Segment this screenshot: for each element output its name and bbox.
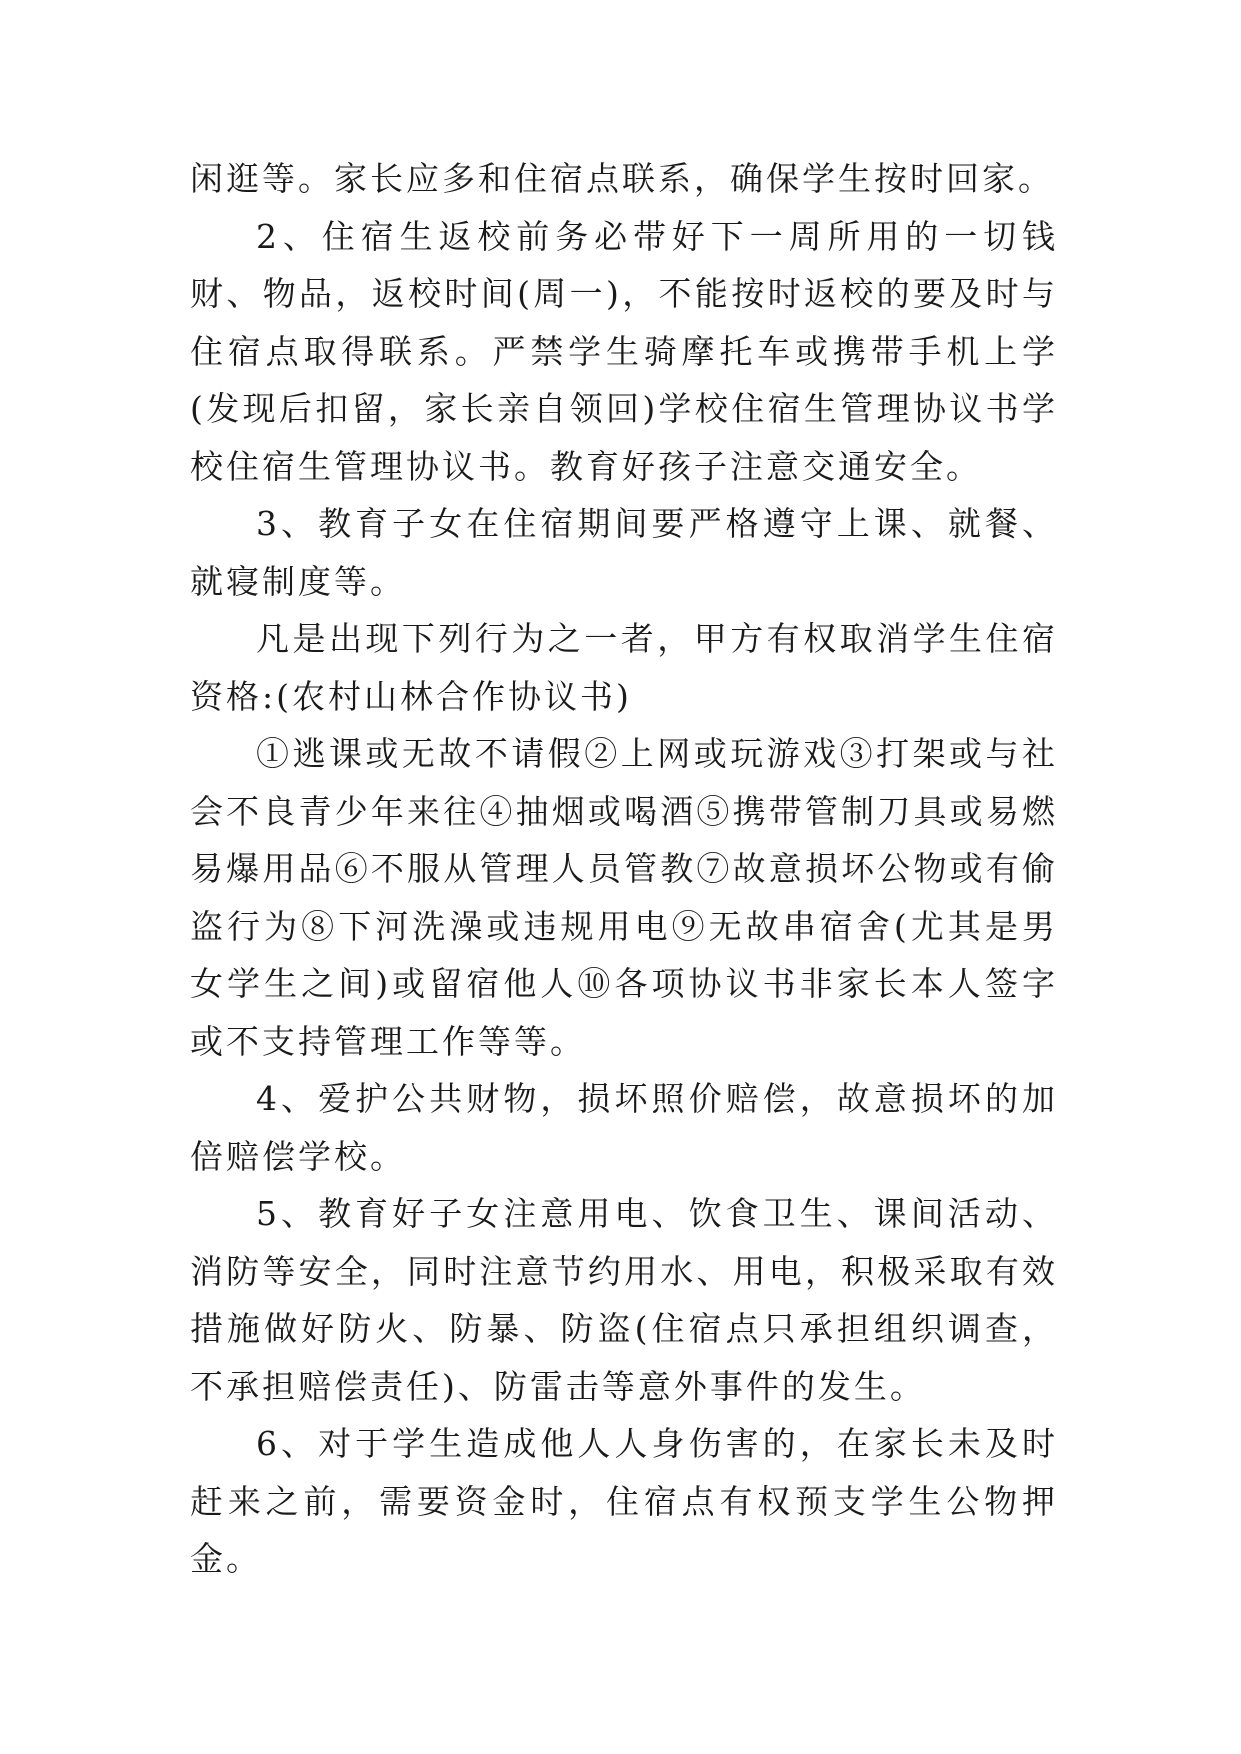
paragraph-disqualification-list: ①逃课或无故不请假②上网或玩游戏③打架或与社会不良青少年来往④抽烟或喝酒⑤携带管制刀具或易燃易爆用品⑥不服从管理人员管教⑦故意损坏公物或有偷盗行为⑧下河洗澡或违规用电⑨无故串宿舍(尤其是男女学生之间)或留宿他人⑩各项协议书非家长本人签字或不支持管理工作等等。 <box>190 734 1058 1061</box>
paragraph-item-3: 3、教育子女在住宿期间要严格遵守上课、就餐、就寝制度等。 <box>190 504 1058 601</box>
paragraph-continuation: 闲逛等。家长应多和住宿点联系，确保学生按时回家。 <box>190 159 1054 198</box>
paragraph-item-5: 5、教育好子女注意用电、饮食卫生、课间活动、消防等安全，同时注意节约用水、用电，积极采取有效措施做好防火、防暴、防盗(住宿点只承担组织调查，不承担赔偿责任)、防雷击等意外事件的发生。 <box>190 1194 1058 1406</box>
paragraph-item-2: 2、住宿生返校前务必带好下一周所用的一切钱财、物品，返校时间(周一)，不能按时返校的要及时与住宿点取得联系。严禁学生骑摩托车或携带手机上学(发现后扣留，家长亲自领回)学校住宿生管理协议书学校住宿生管理协议书。教育好孩子注意交通安全。 <box>190 216 1058 486</box>
paragraph-item-4: 4、爱护公共财物，损坏照价赔偿，故意损坏的加倍赔偿学校。 <box>190 1079 1058 1176</box>
paragraph-disqualification-intro: 凡是出现下列行为之一者，甲方有权取消学生住宿资格:(农村山林合作协议书) <box>190 619 1058 716</box>
document-body <box>190 150 1058 1588</box>
paragraph-item-6: 6、对于学生造成他人人身伤害的，在家长未及时赶来之前，需要资金时，住宿点有权预支学生公物押金。 <box>190 1424 1058 1578</box>
